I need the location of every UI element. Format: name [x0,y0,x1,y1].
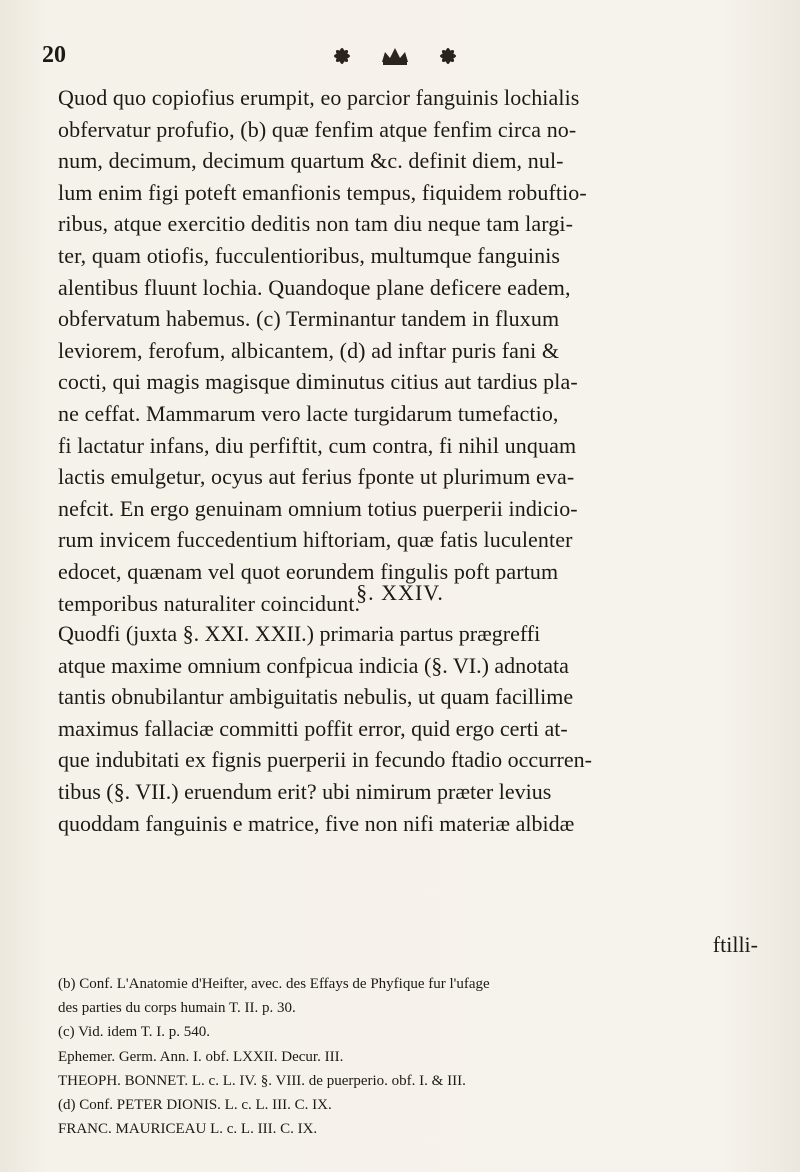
text-line: rum invicem fuccedentium hiftoriam, quæ fatis luculenter [58,527,573,553]
text-line: temporibus naturaliter coincidunt. [58,590,361,616]
text-line: Quodfi (juxta §. XXI. XXII.) primaria partus prægreffi [58,621,541,646]
section-heading: §. XXIV. [356,580,444,605]
text-line: Quod quo copiofius erumpit, eo parcior fanguinis lochialis [58,85,580,110]
catchword: ftilli- [712,932,758,957]
text-line: obfervatum habemus. (c) Terminantur tandem in fluxum [58,306,560,332]
text-line: quoddam fanguinis e matrice, five non nifi materiæ albidæ [58,810,575,836]
footnote-line: (c) Vid. idem T. I. p. 540. [58,1024,210,1041]
text-line: lum enim figi poteft emanfionis tempus, fiquidem robuftio- [58,179,587,205]
text-line: obfervatur profufio, (b) quæ fenfim atque fenfim circa no- [58,116,577,142]
text-line: leviorem, ferofum, albicantem, (d) ad inftar puris fani & [58,337,560,363]
text-line: maximus fallaciæ committi poffit error, quid ergo certi at- [58,715,568,741]
text-line: ribus, atque exercitio deditis non tam diu neque tam largi- [58,211,574,237]
left-flower-icon [334,48,350,64]
text-line: tibus (§. VII.) eruendum erit? ubi nimirum præter levius [58,778,552,804]
text-line: atque maxime omnium confpicua indicia (§. VI.) adnotata [58,652,569,678]
page-header [40,40,760,80]
text-line: que indubitati ex fignis puerperii in fecundo ftadio occurren- [58,747,592,773]
right-flower-icon [440,48,456,64]
footnotes [58,972,766,1141]
text-line: ter, quam otiofis, fucculentioribus, multumque fanguinis [58,242,561,268]
footnote-line: (b) Conf. L'Anatomie d'Heifter, avec. des Effays de Phyfique fur l'ufage [58,976,490,992]
text-line: tantis obnubilantur ambiguitatis nebulis, ut quam facillime [58,684,574,710]
text-line: num, decimum, decimum quartum &c. definit diem, nul- [58,148,564,174]
paragraph-section-xxiv [58,618,766,839]
page-number: 20 [42,42,66,68]
footnote-line: FRANC. MAURICEAU L. c. L. III. C. IX. [58,1121,318,1138]
text-line: nefcit. En ergo genuinam omnium totius puerperii indicio- [58,495,578,521]
paragraph-lochia [58,82,766,619]
footnote-line: (d) Conf. PETER DIONIS. L. c. L. III. C. IX. [58,1097,332,1114]
center-crown-icon [382,48,408,65]
footnote-line: THEOPH. BONNET. L. c. L. IV. §. VIII. de puerperio. obf. I. & III. [58,1072,466,1089]
fleuron-ornament-icon [310,40,480,72]
footnote-line: Ephemer. Germ. Ann. I. obf. LXXII. Decur. III. [58,1048,344,1065]
text-line: ne ceffat. Mammarum vero lacte turgidarum tumefactio, [58,400,559,426]
text-line: lactis emulgetur, ocyus aut ferius fponte ut plurimum eva- [58,464,575,490]
footnote-line: des parties du corps humain T. II. p. 30. [58,1000,296,1017]
text-line: alentibus fluunt lochia. Quandoque plane deficere eadem, [58,274,571,300]
text-line: fi lactatur infans, diu perfiftit, cum contra, fi nihil unquam [58,432,577,458]
text-line: cocti, qui magis magisque diminutus citius aut tardius pla- [58,369,578,395]
text-line: edocet, quænam vel quot eorundem fingulis poft partum [58,558,559,584]
